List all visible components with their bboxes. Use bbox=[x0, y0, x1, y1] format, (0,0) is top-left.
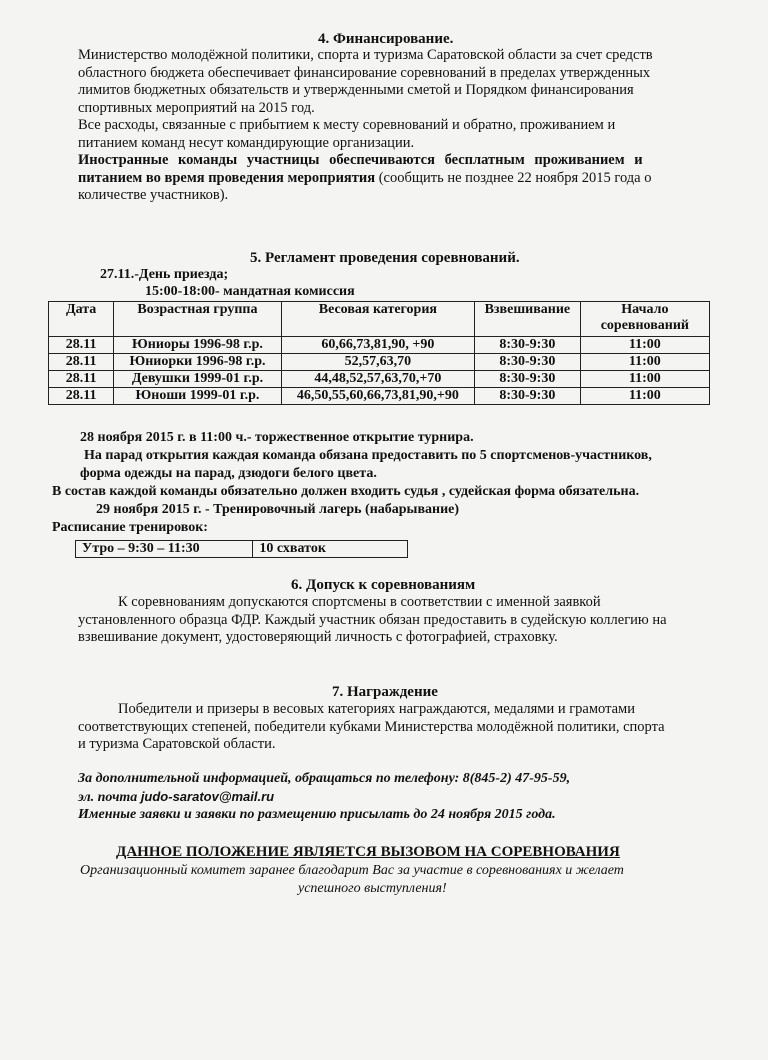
header-start: Начало соревнований bbox=[580, 302, 709, 337]
section5-heading: 5. Регламент проведения соревнований. bbox=[250, 250, 520, 266]
text-line: лимитов бюджетных обязательств и утвержденными сметой и Порядком финансирования bbox=[78, 82, 634, 98]
application-deadline: Именные заявки и заявки по размещению присылать до 24 ноября 2015 года. bbox=[78, 807, 556, 822]
table-row bbox=[49, 371, 710, 388]
cell-age-group: Девушки 1999-01 г.р. bbox=[114, 371, 281, 388]
thanks-line2: успешного выступления! bbox=[298, 881, 447, 896]
text-line: взвешивание документ, удостоверяющий личность с фотографией, страховку. bbox=[78, 629, 558, 645]
section7-paragraph bbox=[78, 701, 708, 754]
text-line: спортивных мероприятий на 2015 год. bbox=[78, 99, 315, 116]
parade-line2: форма одежды на парад, дзюдоги белого цвета. bbox=[80, 466, 377, 481]
table-header-row bbox=[49, 302, 710, 337]
normal-phrase: (сообщить не позднее 22 ноября 2015 года о bbox=[375, 169, 652, 186]
section6-heading: 6. Допуск к соревнованиям bbox=[291, 577, 476, 593]
contact-phone: За дополнительной информацией, обращаться по телефону: 8(845-2) 47-95-59, bbox=[78, 771, 571, 786]
schedule-table bbox=[48, 301, 710, 405]
cell-weigh-in: 8:30-9:30 bbox=[475, 388, 581, 405]
cell-date: 28.11 bbox=[49, 388, 114, 405]
section4-paragraph1 bbox=[78, 47, 708, 205]
text-line: областного бюджета обеспечивает финансирование соревнований в пределах утвержденных bbox=[78, 64, 651, 81]
cell-weigh-in: 8:30-9:30 bbox=[475, 354, 581, 371]
email-label: эл. почта bbox=[78, 790, 141, 805]
parade-line1: На парад открытия каждая команда обязана предоставить по 5 спортсменов-участников, bbox=[84, 448, 652, 463]
cell-date: 28.11 bbox=[49, 337, 114, 354]
text-line: Победители и призеры в весовых категориях награждаются, медалями и грамотами bbox=[118, 701, 635, 717]
header-weigh-in: Взвешивание bbox=[475, 302, 581, 337]
text-line: Все расходы, связанные с прибытием к месту соревнований и обратно, проживанием и bbox=[78, 117, 616, 133]
cell-weigh-in: 8:30-9:30 bbox=[475, 337, 581, 354]
cell-date: 28.11 bbox=[49, 371, 114, 388]
text-line: установленного образца ФДР. Каждый участник обязан предоставить в судейскую коллегию на bbox=[78, 611, 667, 628]
section6-paragraph bbox=[78, 594, 708, 647]
text-line: и туризма Саратовской области. bbox=[78, 736, 276, 752]
cell-weight: 60,66,73,81,90, +90 bbox=[281, 337, 474, 354]
cell-start: 11:00 bbox=[580, 388, 709, 405]
cell-age-group: Юноши 1999-01 г.р. bbox=[114, 388, 281, 405]
cell-weight: 44,48,52,57,63,70,+70 bbox=[281, 371, 474, 388]
table-row bbox=[49, 354, 710, 371]
mandate-commission: 15:00-18:00- мандатная комиссия bbox=[145, 284, 355, 299]
section4-heading: 4. Финансирование. bbox=[318, 31, 454, 47]
header-weight-category: Весовая категория bbox=[281, 302, 474, 337]
training-bouts: 10 схваток bbox=[253, 541, 408, 558]
table-row bbox=[76, 541, 408, 558]
text-line: К соревнованиям допускаются спортсмены в соответствии с именной заявкой bbox=[118, 594, 601, 610]
text-line: Министерство молодёжной политики, спорта и туризма Саратовской области за счет средств bbox=[78, 47, 653, 63]
opening-ceremony: 28 ноября 2015 г. в 11:00 ч.- торжественное открытие турнира. bbox=[80, 430, 474, 445]
training-time: Утро – 9:30 – 11:30 bbox=[76, 541, 253, 558]
training-table bbox=[75, 540, 408, 558]
cell-start: 11:00 bbox=[580, 337, 709, 354]
text-line: соответствующих степеней, победители кубками Министерства молодёжной политики, спорта bbox=[78, 718, 665, 735]
cell-weight: 52,57,63,70 bbox=[281, 354, 474, 371]
thanks-line1: Организационный комитет заранее благодарит Вас за участие в соревнованиях и желает bbox=[80, 863, 624, 878]
arrival-day: 27.11.-День приезда; bbox=[100, 267, 229, 282]
cell-age-group: Юниорки 1996-98 г.р. bbox=[114, 354, 281, 371]
cell-date: 28.11 bbox=[49, 354, 114, 371]
text-line bbox=[78, 170, 708, 188]
challenge-notice: ДАННОЕ ПОЛОЖЕНИЕ ЯВЛЯЕТСЯ ВЫЗОВОМ НА СОРЕВНОВАНИЯ bbox=[116, 844, 620, 860]
email-link[interactable]: judo-saratov@mail.ru bbox=[140, 789, 275, 804]
judge-requirement: В состав каждой команды обязательно должен входить судья , судейская форма обязательна. bbox=[52, 484, 640, 499]
bold-phrase: питанием во время проведения мероприятия bbox=[78, 169, 376, 186]
table-row bbox=[49, 388, 710, 405]
table-row bbox=[49, 337, 710, 354]
header-age-group: Возрастная группа bbox=[114, 302, 281, 337]
cell-age-group: Юниоры 1996-98 г.р. bbox=[114, 337, 281, 354]
cell-start: 11:00 bbox=[580, 371, 709, 388]
cell-weight: 46,50,55,60,66,73,81,90,+90 bbox=[281, 388, 474, 405]
header-date: Дата bbox=[49, 302, 114, 337]
training-camp: 29 ноября 2015 г. - Тренировочный лагерь (набарывание) bbox=[96, 502, 460, 517]
text-line: питанием команд несут командирующие организации. bbox=[78, 134, 415, 151]
cell-weigh-in: 8:30-9:30 bbox=[475, 371, 581, 388]
text-line: Иностранные команды участницы обеспечиваются бесплатным проживанием и bbox=[78, 152, 643, 168]
schedule-label: Расписание тренировок: bbox=[52, 520, 208, 535]
contact-email-line bbox=[78, 788, 274, 807]
text-line: количестве участников). bbox=[78, 187, 229, 203]
cell-start: 11:00 bbox=[580, 354, 709, 371]
section7-heading: 7. Награждение bbox=[332, 684, 438, 700]
